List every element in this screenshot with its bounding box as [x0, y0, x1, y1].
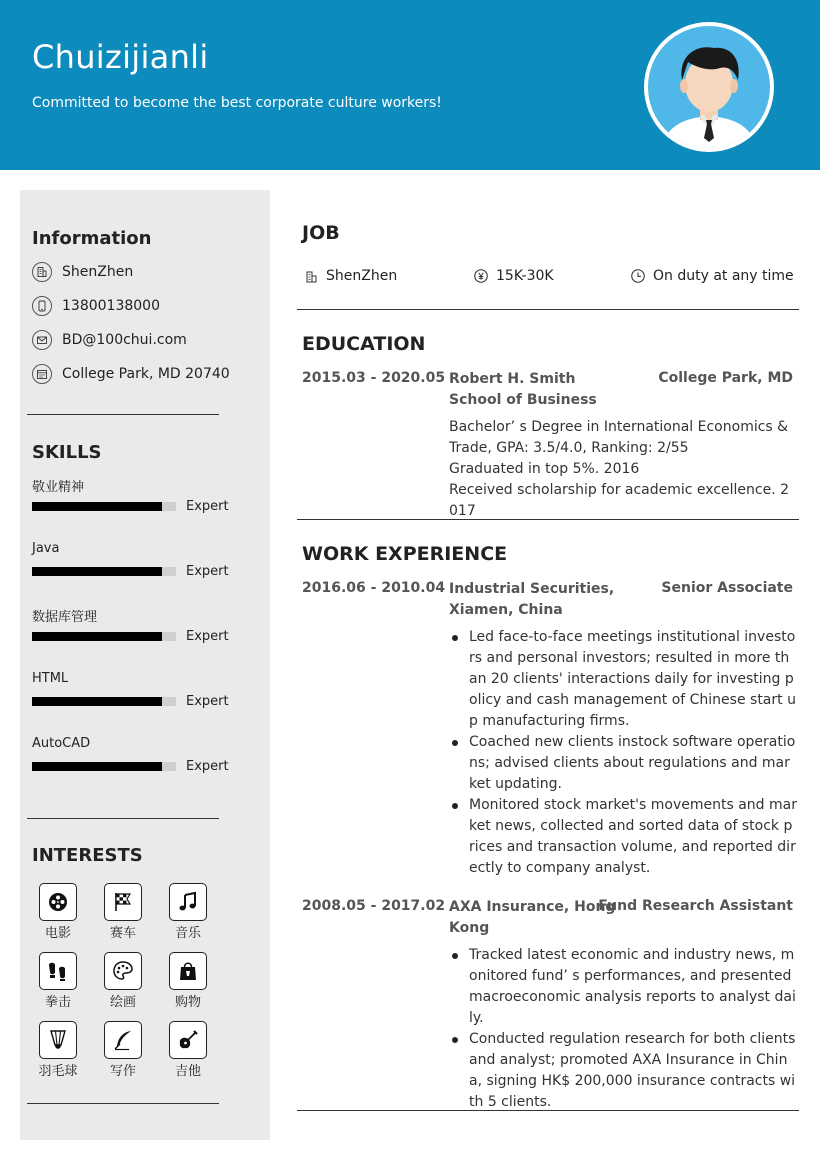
work-company: AXA Insurance, Hong Kong — [449, 899, 616, 936]
work-role: Fund Research Assistant — [598, 898, 793, 914]
work-bullet: Monitored stock market's movements and market news, collected and sorted data of stock prices and transaction volume, and reported directly to company analyst. — [449, 795, 797, 879]
education-date: 2015.03 - 2020.05 — [302, 370, 446, 386]
work-role: Senior Associate — [661, 580, 793, 596]
skill-name: 敬业精神 — [32, 480, 85, 495]
interest-item — [98, 952, 148, 1012]
avatar — [644, 22, 774, 152]
clock-icon — [631, 269, 645, 283]
interest-item — [163, 1021, 213, 1081]
info-phone — [32, 296, 160, 316]
job-availability — [631, 266, 794, 286]
work-date: 2008.05 - 2017.02 — [302, 898, 446, 914]
work-bullet: Coached new clients instock software operations; advised clients about regulations and market updating. — [449, 732, 797, 795]
work-title: WORK EXPERIENCE — [302, 543, 508, 565]
building-icon — [305, 270, 318, 283]
work-bullets — [449, 627, 797, 879]
skill-item — [32, 476, 232, 516]
work-bullet: Tracked latest economic and industry news, monitored fund’ s performances, and presented macroeconomic analysis reports to analyst daily. — [449, 945, 797, 1029]
info-email — [32, 330, 187, 350]
boxing-gloves-icon — [39, 952, 77, 990]
quill-pen-icon — [104, 1021, 142, 1059]
education-title: EDUCATION — [302, 333, 426, 355]
film-reel-icon — [39, 883, 77, 921]
palette-icon — [104, 952, 142, 990]
interest-label: 赛车 — [109, 926, 136, 941]
skill-bar — [32, 762, 176, 771]
info-location — [32, 262, 133, 282]
interest-item — [98, 1021, 148, 1081]
skill-level: Expert — [186, 758, 229, 774]
yen-icon — [474, 269, 488, 283]
sidebar-divider — [27, 414, 219, 415]
guitar-icon — [169, 1021, 207, 1059]
skill-item — [32, 736, 232, 776]
skill-name: 数据库管理 — [32, 610, 98, 625]
candidate-tagline: Committed to become the best corporate culture workers! — [32, 95, 442, 111]
education-details: Bachelor’ s Degree in International Economics & Trade, GPA: 3.5/4.0, Ranking: 2/55 Graduated in top 5%. 2016 Received scholarship for academic excellence. 2017 — [449, 419, 790, 519]
skill-level: Expert — [186, 628, 229, 644]
shopping-bag-icon — [169, 952, 207, 990]
skill-bar-fill — [32, 567, 162, 576]
education-school: Robert H. Smith School of Business — [449, 371, 597, 408]
skill-bar — [32, 567, 176, 576]
interest-item — [163, 883, 213, 943]
work-date: 2016.06 - 2010.04 — [302, 580, 446, 596]
info-address-text: College Park, MD 20740 — [62, 366, 230, 382]
interest-item — [33, 1021, 83, 1081]
work-bullets — [449, 945, 797, 1113]
skill-bar-fill — [32, 502, 162, 511]
interest-label: 购物 — [174, 995, 201, 1010]
racing-flag-icon — [104, 883, 142, 921]
music-note-icon — [169, 883, 207, 921]
info-email-text: BD@100chui.com — [62, 332, 187, 348]
skills-title: SKILLS — [32, 442, 102, 463]
skill-bar — [32, 697, 176, 706]
skill-name: AutoCAD — [32, 736, 91, 751]
skill-bar-fill — [32, 762, 162, 771]
section-divider — [297, 1110, 799, 1111]
interest-label: 音乐 — [174, 926, 201, 941]
interest-label: 写作 — [109, 1064, 136, 1079]
interest-label: 羽毛球 — [38, 1064, 78, 1079]
phone-icon — [32, 296, 52, 316]
skill-bar — [32, 502, 176, 511]
calendar-icon — [32, 364, 52, 384]
job-title: JOB — [302, 222, 340, 244]
avatar-person-icon — [648, 26, 770, 148]
header-banner — [0, 0, 820, 170]
skill-bar — [32, 632, 176, 641]
information-title: Information — [32, 228, 152, 249]
interest-item — [33, 883, 83, 943]
interest-label: 拳击 — [44, 995, 71, 1010]
skill-level: Expert — [186, 693, 229, 709]
skill-bar-fill — [32, 697, 162, 706]
skill-item — [32, 671, 232, 711]
mail-icon — [32, 330, 52, 350]
sidebar-divider — [27, 818, 219, 819]
info-location-text: ShenZhen — [62, 264, 134, 280]
job-salary — [474, 266, 554, 286]
skill-level: Expert — [186, 498, 229, 514]
job-city-text: ShenZhen — [326, 268, 398, 284]
interest-label: 绘画 — [109, 995, 136, 1010]
interest-item — [163, 952, 213, 1012]
sidebar-divider — [27, 1103, 219, 1104]
skill-item — [32, 606, 232, 646]
interests-title: INTERESTS — [32, 845, 143, 866]
job-availability-text: On duty at any time — [653, 268, 794, 284]
candidate-name: Chuizijianli — [32, 38, 209, 76]
info-address — [32, 364, 230, 384]
skill-name: Java — [32, 541, 60, 556]
section-divider — [297, 309, 799, 310]
education-location: College Park, MD — [658, 370, 793, 386]
building-icon — [32, 262, 52, 282]
work-company: Industrial Securities, Xiamen, China — [449, 581, 615, 618]
interest-label: 电影 — [44, 926, 71, 941]
job-city — [305, 266, 397, 286]
info-phone-text: 13800138000 — [62, 298, 160, 314]
interest-item — [98, 883, 148, 943]
section-divider — [297, 519, 799, 520]
interest-label: 吉他 — [174, 1064, 201, 1079]
skill-bar-fill — [32, 632, 162, 641]
skill-level: Expert — [186, 563, 229, 579]
interest-item — [33, 952, 83, 1012]
skill-item — [32, 541, 232, 581]
work-bullet: Conducted regulation research for both clients and analyst; promoted AXA Insurance in China, signing HK$ 200,000 insurance contracts with 5 clients. — [449, 1029, 797, 1113]
shuttlecock-icon — [39, 1021, 77, 1059]
job-salary-text: 15K-30K — [496, 268, 554, 284]
skill-name: HTML — [32, 671, 69, 686]
work-bullet: Led face-to-face meetings institutional investors and personal investors; resulted in more than 20 clients' interactions daily for investing policy and cash management of Chinese start up manufacturing firms. — [449, 627, 797, 732]
